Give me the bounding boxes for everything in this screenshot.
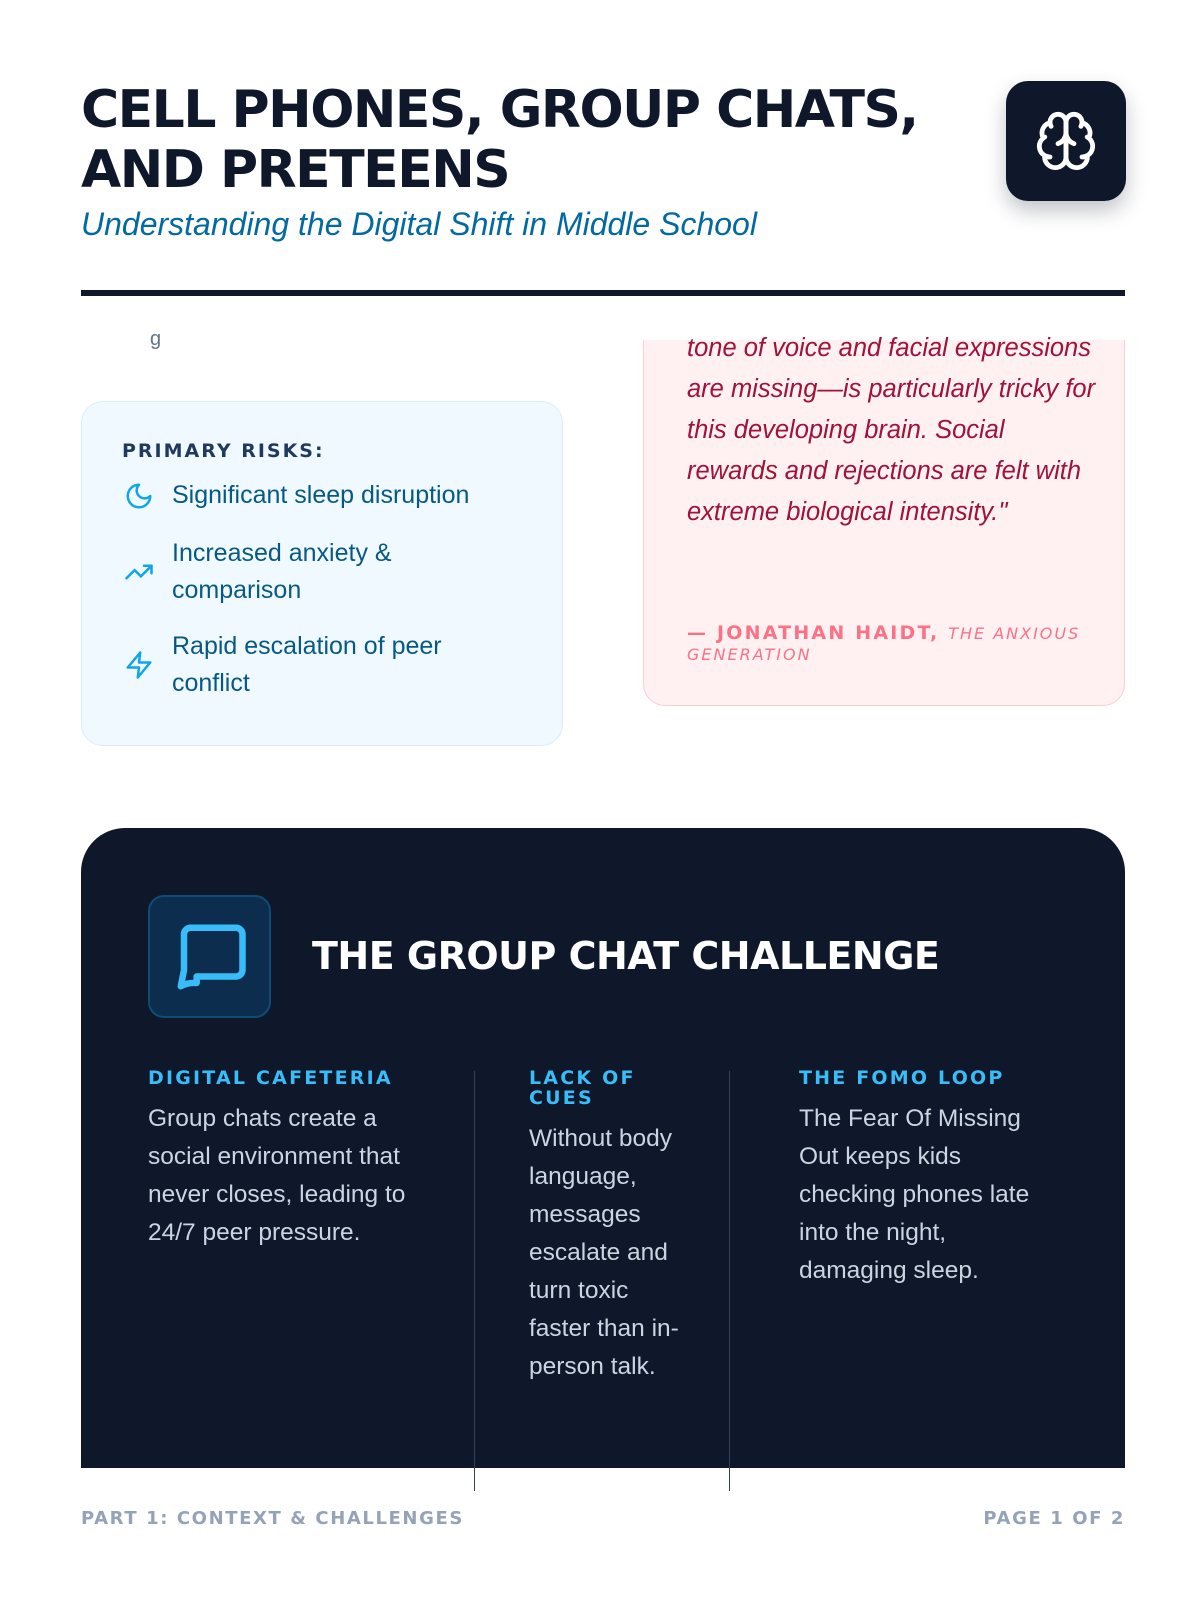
challenge-column-digital-cafeteria [148,1068,408,1252]
quote-text: tone of voice and facial expressions are missing—is particularly tricky for this developing brain. Social rewards and rejections are felt with extreme biological intensity." [687,334,1096,526]
column-heading: DIGITAL CAFETERIA [148,1067,393,1089]
page-subtitle: Understanding the Digital Shift in Middle School [81,206,757,242]
risk-item-anxiety [122,535,462,609]
lightning-icon [122,648,156,682]
trending-up-icon [122,555,156,589]
risk-text: Rapid escalation of peer conflict [172,632,442,697]
quote-card [643,334,1125,706]
page-number: PAGE 1 OF 2 [983,1508,1125,1529]
column-body: Group chats create a social environment that never closes, leading to 24/7 peer pressure. [148,1105,406,1246]
brain-icon [1034,109,1098,173]
quote-source: THE ANXIOUS GENERATION [687,624,1081,664]
column-body: The Fear Of Missing Out keeps kids checking phones late into the night, damaging sleep. [799,1105,1030,1284]
message-icon [171,918,249,996]
column-body: Without body language, messages escalate and turn toxic faster than in-person talk. [529,1125,679,1380]
page-header [81,80,1125,243]
moon-icon [122,479,156,513]
primary-risks-label: PRIMARY RISKS: [122,440,325,462]
risk-item-conflict [122,628,462,702]
group-chat-challenge-panel [81,828,1125,1468]
chat-badge [148,895,271,1018]
clipped-text-fragment: g [150,328,162,350]
footer-section-label: PART 1: CONTEXT & CHALLENGES [81,1508,464,1529]
column-heading: LACK OF CUES [529,1067,636,1109]
challenge-column-lack-of-cues [529,1068,679,1386]
column-divider [729,1071,730,1491]
header-divider [81,290,1125,296]
challenge-column-fomo-loop [799,1068,1049,1290]
primary-risks-card [81,401,563,746]
challenge-title: THE GROUP CHAT CHALLENGE [312,934,940,978]
quote-attribution [687,623,1097,665]
column-divider [474,1071,475,1491]
risk-item-sleep [122,477,512,514]
risk-text: Increased anxiety & comparison [172,539,392,604]
quote-author: — JONATHAN HAIDT, [687,622,940,644]
brain-badge [1006,81,1126,201]
risk-text: Significant sleep disruption [172,481,470,509]
column-heading: THE FOMO LOOP [799,1067,1005,1089]
page-title: CELL PHONES, GROUP CHATS, AND PRETEENS [81,80,918,200]
